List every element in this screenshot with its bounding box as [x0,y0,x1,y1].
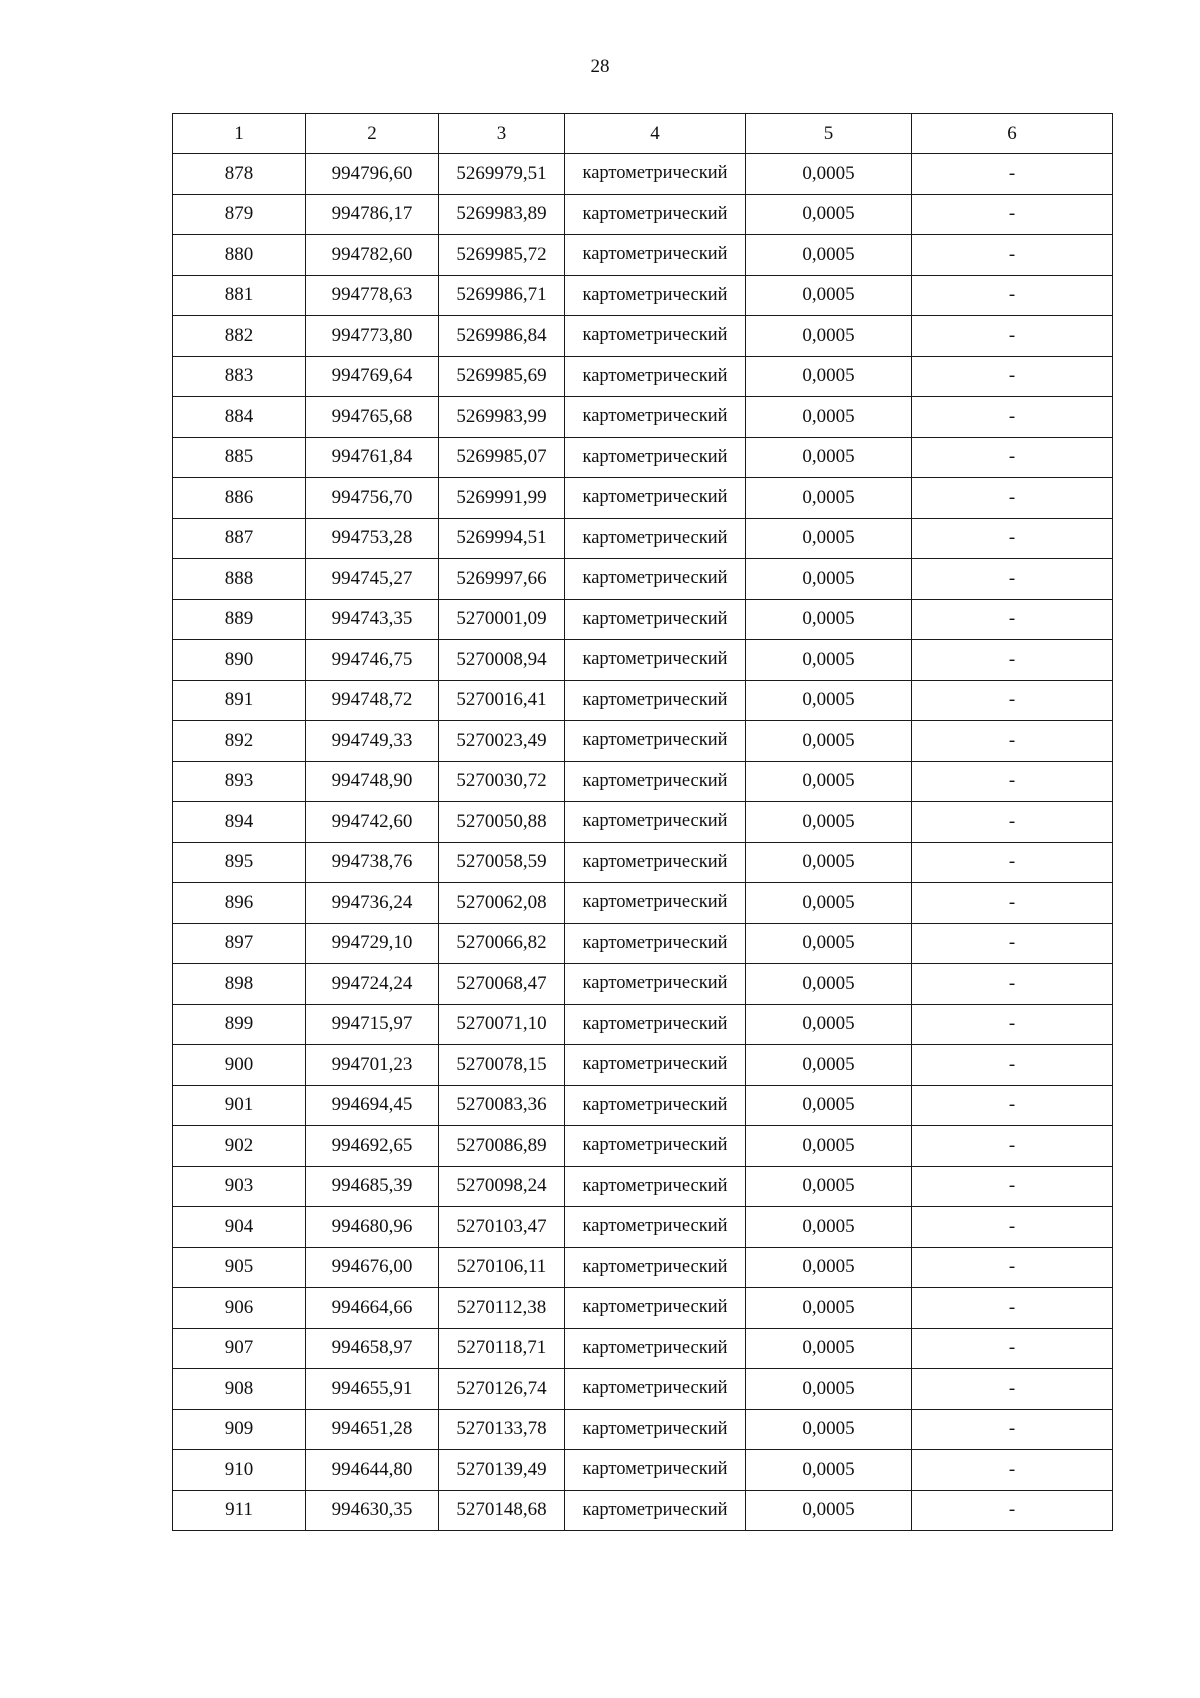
note-cell: - [912,680,1113,721]
x-coordinate-cell: 994778,63 [306,275,439,316]
x-coordinate-cell: 994743,35 [306,599,439,640]
note-cell: - [912,356,1113,397]
note-cell: - [912,478,1113,519]
x-coordinate-cell: 994782,60 [306,235,439,276]
table-row [173,1085,1113,1126]
point-number-cell: 897 [173,923,306,964]
x-coordinate-cell: 994685,39 [306,1166,439,1207]
x-coordinate-cell: 994715,97 [306,1004,439,1045]
point-number-cell: 895 [173,842,306,883]
y-coordinate-cell: 5270062,08 [439,883,565,924]
point-number-cell: 898 [173,964,306,1005]
y-coordinate-cell: 5270001,09 [439,599,565,640]
table-row [173,1207,1113,1248]
method-cell: картометрический [565,437,746,478]
table-row [173,316,1113,357]
point-number-cell: 884 [173,397,306,438]
point-number-cell: 885 [173,437,306,478]
x-coordinate-cell: 994769,64 [306,356,439,397]
y-coordinate-cell: 5270103,47 [439,1207,565,1248]
y-coordinate-cell: 5270016,41 [439,680,565,721]
note-cell: - [912,964,1113,1005]
table-row [173,1045,1113,1086]
accuracy-cell: 0,0005 [746,964,912,1005]
x-coordinate-cell: 994748,72 [306,680,439,721]
accuracy-cell: 0,0005 [746,275,912,316]
x-coordinate-cell: 994745,27 [306,559,439,600]
method-cell: картометрический [565,1247,746,1288]
method-cell: картометрический [565,1328,746,1369]
x-coordinate-cell: 994664,66 [306,1288,439,1329]
table-row [173,923,1113,964]
x-coordinate-cell: 994692,65 [306,1126,439,1167]
x-coordinate-cell: 994676,00 [306,1247,439,1288]
note-cell: - [912,721,1113,762]
accuracy-cell: 0,0005 [746,1207,912,1248]
y-coordinate-cell: 5270058,59 [439,842,565,883]
point-number-cell: 878 [173,154,306,195]
accuracy-cell: 0,0005 [746,437,912,478]
table-row [173,275,1113,316]
point-number-cell: 890 [173,640,306,681]
note-cell: - [912,437,1113,478]
accuracy-cell: 0,0005 [746,1369,912,1410]
note-cell: - [912,1085,1113,1126]
table-row [173,437,1113,478]
table-row [173,1247,1113,1288]
accuracy-cell: 0,0005 [746,721,912,762]
point-number-cell: 887 [173,518,306,559]
table-body [173,154,1113,1531]
note-cell: - [912,1126,1113,1167]
method-cell: картометрический [565,194,746,235]
table-row [173,1490,1113,1531]
method-cell: картометрический [565,721,746,762]
method-cell: картометрический [565,761,746,802]
table-row [173,1166,1113,1207]
y-coordinate-cell: 5269991,99 [439,478,565,519]
table-row [173,356,1113,397]
point-number-cell: 882 [173,316,306,357]
y-coordinate-cell: 5270066,82 [439,923,565,964]
note-cell: - [912,559,1113,600]
x-coordinate-cell: 994749,33 [306,721,439,762]
accuracy-cell: 0,0005 [746,1450,912,1491]
accuracy-cell: 0,0005 [746,1490,912,1531]
point-number-cell: 881 [173,275,306,316]
y-coordinate-cell: 5269983,89 [439,194,565,235]
note-cell: - [912,842,1113,883]
column-header: 5 [746,114,912,154]
accuracy-cell: 0,0005 [746,680,912,721]
x-coordinate-cell: 994765,68 [306,397,439,438]
y-coordinate-cell: 5270126,74 [439,1369,565,1410]
accuracy-cell: 0,0005 [746,883,912,924]
column-header: 1 [173,114,306,154]
point-number-cell: 902 [173,1126,306,1167]
note-cell: - [912,1166,1113,1207]
y-coordinate-cell: 5270148,68 [439,1490,565,1531]
table-row [173,478,1113,519]
y-coordinate-cell: 5269986,71 [439,275,565,316]
x-coordinate-cell: 994630,35 [306,1490,439,1531]
coordinates-table [172,113,1113,1531]
x-coordinate-cell: 994651,28 [306,1409,439,1450]
note-cell: - [912,802,1113,843]
point-number-cell: 889 [173,599,306,640]
y-coordinate-cell: 5269979,51 [439,154,565,195]
method-cell: картометрический [565,1288,746,1329]
y-coordinate-cell: 5270139,49 [439,1450,565,1491]
y-coordinate-cell: 5270098,24 [439,1166,565,1207]
accuracy-cell: 0,0005 [746,1045,912,1086]
note-cell: - [912,1004,1113,1045]
point-number-cell: 892 [173,721,306,762]
accuracy-cell: 0,0005 [746,1004,912,1045]
method-cell: картометрический [565,842,746,883]
accuracy-cell: 0,0005 [746,316,912,357]
note-cell: - [912,1490,1113,1531]
table-row [173,235,1113,276]
note-cell: - [912,1328,1113,1369]
accuracy-cell: 0,0005 [746,1085,912,1126]
accuracy-cell: 0,0005 [746,923,912,964]
table-row [173,194,1113,235]
note-cell: - [912,761,1113,802]
x-coordinate-cell: 994655,91 [306,1369,439,1410]
method-cell: картометрический [565,356,746,397]
method-cell: картометрический [565,1369,746,1410]
y-coordinate-cell: 5270078,15 [439,1045,565,1086]
table-row [173,680,1113,721]
y-coordinate-cell: 5269985,07 [439,437,565,478]
table-row [173,883,1113,924]
point-number-cell: 888 [173,559,306,600]
x-coordinate-cell: 994680,96 [306,1207,439,1248]
table-row [173,397,1113,438]
method-cell: картометрический [565,1450,746,1491]
y-coordinate-cell: 5269986,84 [439,316,565,357]
y-coordinate-cell: 5270071,10 [439,1004,565,1045]
accuracy-cell: 0,0005 [746,356,912,397]
method-cell: картометрический [565,640,746,681]
table-row [173,964,1113,1005]
page-number: 28 [590,56,610,77]
method-cell: картометрический [565,1207,746,1248]
accuracy-cell: 0,0005 [746,154,912,195]
table-row [173,154,1113,195]
x-coordinate-cell: 994724,24 [306,964,439,1005]
point-number-cell: 903 [173,1166,306,1207]
note-cell: - [912,518,1113,559]
y-coordinate-cell: 5269997,66 [439,559,565,600]
table-row [173,1328,1113,1369]
table-row [173,721,1113,762]
method-cell: картометрический [565,1085,746,1126]
table-row [173,1450,1113,1491]
point-number-cell: 905 [173,1247,306,1288]
point-number-cell: 886 [173,478,306,519]
point-number-cell: 907 [173,1328,306,1369]
method-cell: картометрический [565,275,746,316]
note-cell: - [912,397,1113,438]
accuracy-cell: 0,0005 [746,842,912,883]
point-number-cell: 901 [173,1085,306,1126]
accuracy-cell: 0,0005 [746,599,912,640]
table-row [173,1409,1113,1450]
y-coordinate-cell: 5270133,78 [439,1409,565,1450]
x-coordinate-cell: 994746,75 [306,640,439,681]
point-number-cell: 893 [173,761,306,802]
y-coordinate-cell: 5270030,72 [439,761,565,802]
y-coordinate-cell: 5270008,94 [439,640,565,681]
method-cell: картометрический [565,235,746,276]
note-cell: - [912,316,1113,357]
table-row [173,559,1113,600]
table-row [173,640,1113,681]
method-cell: картометрический [565,802,746,843]
method-cell: картометрический [565,1409,746,1450]
point-number-cell: 880 [173,235,306,276]
note-cell: - [912,154,1113,195]
method-cell: картометрический [565,397,746,438]
point-number-cell: 909 [173,1409,306,1450]
x-coordinate-cell: 994742,60 [306,802,439,843]
x-coordinate-cell: 994761,84 [306,437,439,478]
column-header: 4 [565,114,746,154]
method-cell: картометрический [565,1045,746,1086]
x-coordinate-cell: 994736,24 [306,883,439,924]
accuracy-cell: 0,0005 [746,478,912,519]
accuracy-cell: 0,0005 [746,1166,912,1207]
point-number-cell: 879 [173,194,306,235]
point-number-cell: 910 [173,1450,306,1491]
point-number-cell: 894 [173,802,306,843]
method-cell: картометрический [565,680,746,721]
accuracy-cell: 0,0005 [746,1247,912,1288]
y-coordinate-cell: 5269994,51 [439,518,565,559]
note-cell: - [912,640,1113,681]
method-cell: картометрический [565,1126,746,1167]
method-cell: картометрический [565,559,746,600]
x-coordinate-cell: 994753,28 [306,518,439,559]
x-coordinate-cell: 994773,80 [306,316,439,357]
note-cell: - [912,1288,1113,1329]
point-number-cell: 899 [173,1004,306,1045]
table-row [173,842,1113,883]
accuracy-cell: 0,0005 [746,559,912,600]
method-cell: картометрический [565,1004,746,1045]
method-cell: картометрический [565,1166,746,1207]
y-coordinate-cell: 5269985,72 [439,235,565,276]
x-coordinate-cell: 994738,76 [306,842,439,883]
point-number-cell: 891 [173,680,306,721]
y-coordinate-cell: 5270050,88 [439,802,565,843]
y-coordinate-cell: 5270112,38 [439,1288,565,1329]
accuracy-cell: 0,0005 [746,1126,912,1167]
y-coordinate-cell: 5270023,49 [439,721,565,762]
method-cell: картометрический [565,478,746,519]
method-cell: картометрический [565,923,746,964]
point-number-cell: 900 [173,1045,306,1086]
x-coordinate-cell: 994748,90 [306,761,439,802]
note-cell: - [912,1247,1113,1288]
column-header: 3 [439,114,565,154]
note-cell: - [912,1369,1113,1410]
point-number-cell: 904 [173,1207,306,1248]
table-row [173,1004,1113,1045]
table-row [173,518,1113,559]
y-coordinate-cell: 5270083,36 [439,1085,565,1126]
x-coordinate-cell: 994658,97 [306,1328,439,1369]
x-coordinate-cell: 994694,45 [306,1085,439,1126]
accuracy-cell: 0,0005 [746,518,912,559]
accuracy-cell: 0,0005 [746,194,912,235]
y-coordinate-cell: 5270086,89 [439,1126,565,1167]
note-cell: - [912,599,1113,640]
column-header: 2 [306,114,439,154]
table-row [173,1369,1113,1410]
accuracy-cell: 0,0005 [746,1409,912,1450]
method-cell: картометрический [565,599,746,640]
point-number-cell: 908 [173,1369,306,1410]
accuracy-cell: 0,0005 [746,1288,912,1329]
note-cell: - [912,275,1113,316]
x-coordinate-cell: 994644,80 [306,1450,439,1491]
note-cell: - [912,1045,1113,1086]
x-coordinate-cell: 994701,23 [306,1045,439,1086]
point-number-cell: 911 [173,1490,306,1531]
column-header: 6 [912,114,1113,154]
y-coordinate-cell: 5269985,69 [439,356,565,397]
note-cell: - [912,1207,1113,1248]
method-cell: картометрический [565,316,746,357]
note-cell: - [912,883,1113,924]
table-row [173,1126,1113,1167]
note-cell: - [912,194,1113,235]
method-cell: картометрический [565,1490,746,1531]
x-coordinate-cell: 994729,10 [306,923,439,964]
table-row [173,761,1113,802]
note-cell: - [912,923,1113,964]
table-row [173,802,1113,843]
y-coordinate-cell: 5270068,47 [439,964,565,1005]
note-cell: - [912,235,1113,276]
accuracy-cell: 0,0005 [746,235,912,276]
accuracy-cell: 0,0005 [746,1328,912,1369]
accuracy-cell: 0,0005 [746,640,912,681]
y-coordinate-cell: 5269983,99 [439,397,565,438]
table-row [173,1288,1113,1329]
x-coordinate-cell: 994786,17 [306,194,439,235]
accuracy-cell: 0,0005 [746,397,912,438]
x-coordinate-cell: 994756,70 [306,478,439,519]
table-row [173,599,1113,640]
method-cell: картометрический [565,154,746,195]
note-cell: - [912,1450,1113,1491]
accuracy-cell: 0,0005 [746,761,912,802]
method-cell: картометрический [565,964,746,1005]
method-cell: картометрический [565,518,746,559]
point-number-cell: 896 [173,883,306,924]
point-number-cell: 883 [173,356,306,397]
table-header-row [173,114,1113,154]
note-cell: - [912,1409,1113,1450]
x-coordinate-cell: 994796,60 [306,154,439,195]
accuracy-cell: 0,0005 [746,802,912,843]
y-coordinate-cell: 5270106,11 [439,1247,565,1288]
method-cell: картометрический [565,883,746,924]
point-number-cell: 906 [173,1288,306,1329]
y-coordinate-cell: 5270118,71 [439,1328,565,1369]
